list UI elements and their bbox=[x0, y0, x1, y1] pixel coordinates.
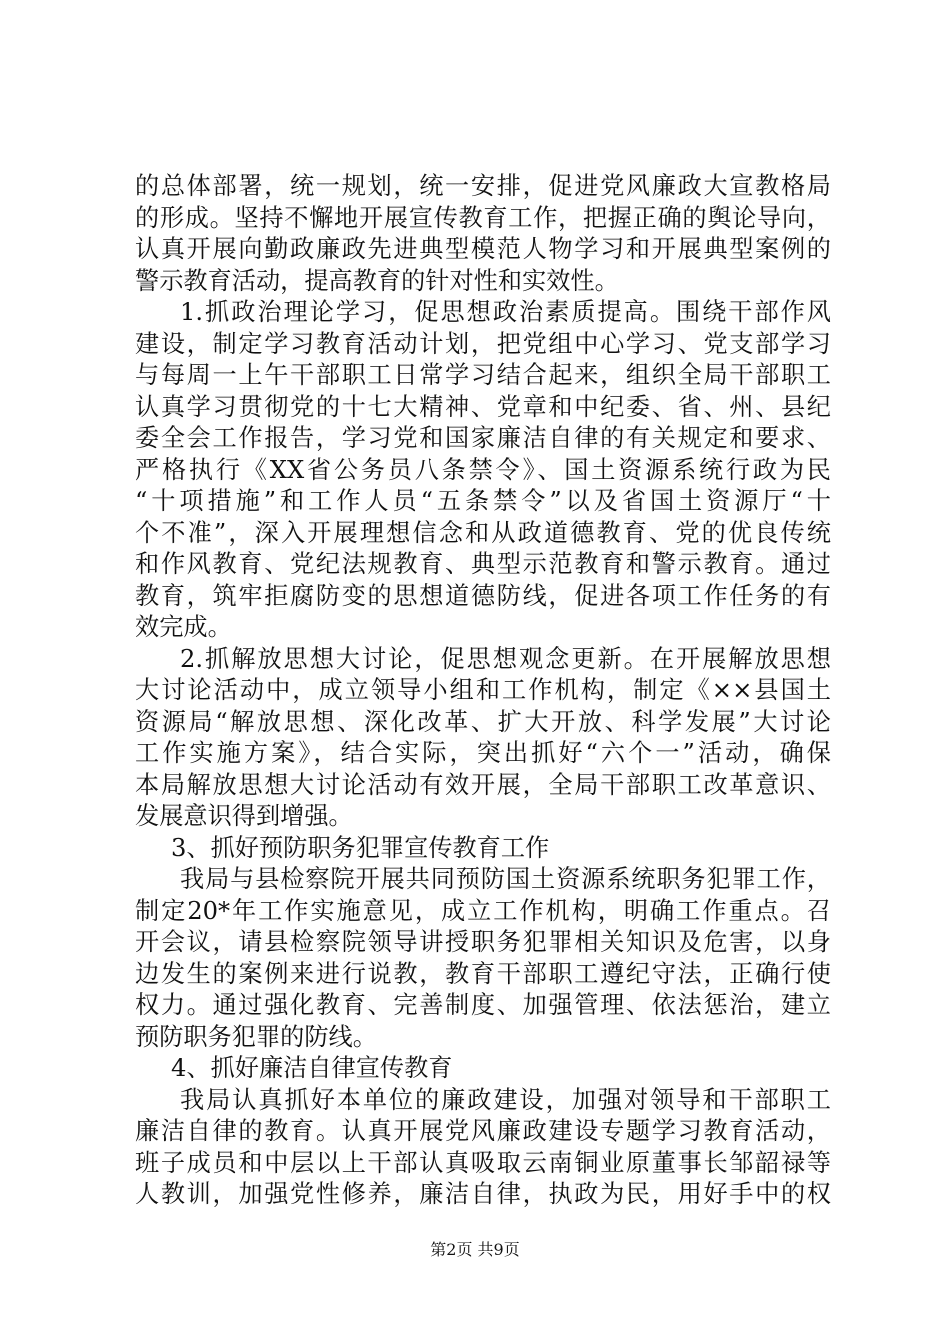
text-line: 廉洁自律的教育。认真开展党风廉政建设专题学习教育活动， bbox=[135, 1117, 831, 1145]
text-line: 和作风教育、党纪法规教育、典型示范教育和警示教育。通过 bbox=[135, 550, 831, 578]
text-line: 边发生的案例来进行说教，教育干部职工遵纪守法，正确行使 bbox=[135, 959, 831, 988]
text-line: 个不准”，深入开展理想信念和从政道德教育、党的优良传统 bbox=[135, 518, 831, 547]
text-line: 我局与县检察院开展共同预防国土资源系统职务犯罪工作， bbox=[180, 865, 831, 893]
text-line: 认真开展向勤政廉政先进典型模范人物学习和开展典型案例的 bbox=[135, 235, 831, 263]
text-line: 与每周一上午干部职工日常学习结合起来，组织全局干部职工 bbox=[135, 361, 831, 389]
text-line: 人教训，加强党性修养，廉洁自律，执政为民，用好手中的权 bbox=[135, 1180, 831, 1208]
text-line: 权力。通过强化教育、完善制度、加强管理、依法惩治，建立 bbox=[135, 991, 831, 1019]
text-line: “十项措施”和工作人员“五条禁令”以及省国土资源厅“十 bbox=[135, 487, 831, 515]
text-line: 本局解放思想大讨论活动有效开展，全局干部职工改革意识、 bbox=[135, 770, 831, 799]
section-heading-2: 2.抓解放思想大讨论，促思想观念更新。在开展解放思想 bbox=[180, 644, 831, 673]
text-line: 建设，制定学习教育活动计划，把党组中心学习、党支部学习 bbox=[135, 329, 831, 358]
text-line: 的形成。坚持不懈地开展宣传教育工作，把握正确的舆论导向， bbox=[135, 203, 831, 232]
text-line: 制定20*年工作实施意见，成立工作机构，明确工作重点。召 bbox=[135, 896, 831, 925]
text-line: 效完成。 bbox=[135, 613, 232, 641]
body-text bbox=[135, 171, 831, 1211]
text-line: 的总体部署，统一规划，统一安排，促进党风廉政大宣教格局 bbox=[135, 172, 831, 200]
text-line: 委全会工作报告，学习党和国家廉洁自律的有关规定和要求、 bbox=[135, 424, 831, 452]
text-line: 班子成员和中层以上干部认真吸取云南铜业原董事长邹韶禄等 bbox=[135, 1148, 831, 1177]
text-line: 工作实施方案》，结合实际，突出抓好“六个一”活动，确保 bbox=[135, 739, 831, 767]
section-heading-3: 3、抓好预防职务犯罪宣传教育工作 bbox=[171, 833, 550, 862]
section-heading-1: 1.抓政治理论学习，促思想政治素质提高。围绕干部作风 bbox=[180, 298, 831, 326]
section-heading-4: 4、抓好廉洁自律宣传教育 bbox=[171, 1054, 453, 1082]
text-line: 大讨论活动中，成立领导小组和工作机构，制定《××县国土 bbox=[135, 676, 831, 704]
text-line: 教育，筑牢拒腐防变的思想道德防线，促进各项工作任务的有 bbox=[135, 581, 831, 610]
page-number-footer: 第2页 共9页 bbox=[430, 1240, 520, 1259]
text-line: 认真学习贯彻党的十七大精神、党章和中纪委、省、州、县纪 bbox=[135, 392, 831, 421]
text-line: 发展意识得到增强。 bbox=[135, 802, 353, 830]
text-line: 严格执行《XX省公务员八条禁令》、国土资源系统行政为民 bbox=[135, 455, 831, 484]
text-line: 开会议，请县检察院领导讲授职务犯罪相关知识及危害，以身 bbox=[135, 928, 831, 956]
text-line: 资源局“解放思想、深化改革、扩大开放、科学发展”大讨论 bbox=[135, 707, 831, 736]
text-line: 我局认真抓好本单位的廉政建设，加强对领导和干部职工 bbox=[180, 1085, 831, 1114]
text-line: 预防职务犯罪的防线。 bbox=[135, 1022, 377, 1051]
text-line: 警示教育活动，提高教育的针对性和实效性。 bbox=[135, 266, 619, 295]
